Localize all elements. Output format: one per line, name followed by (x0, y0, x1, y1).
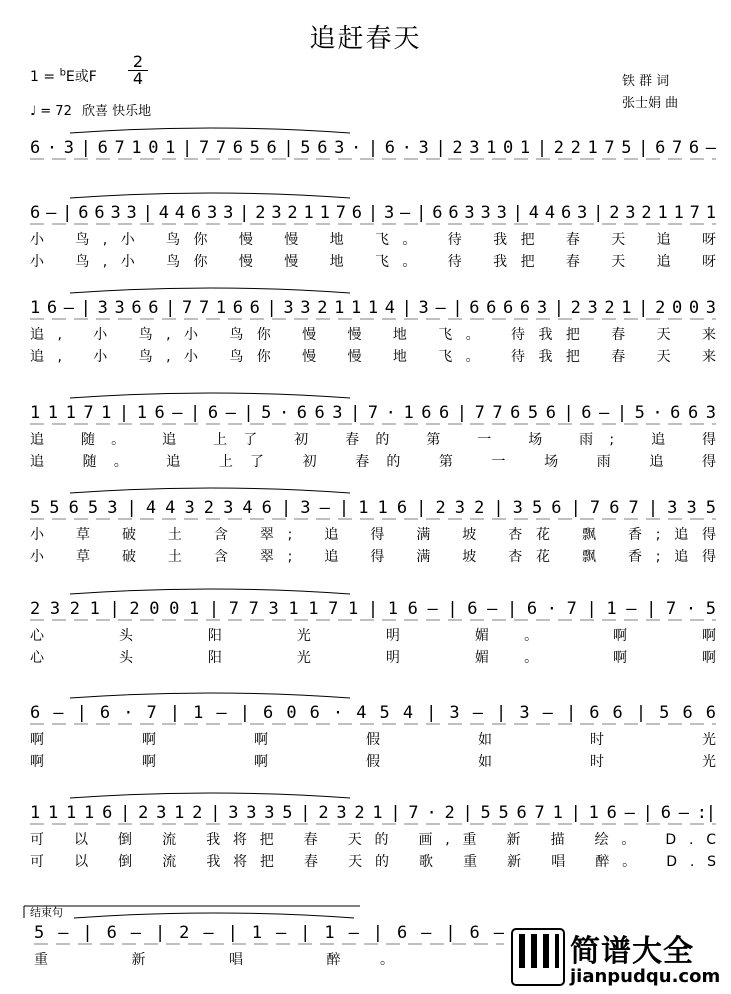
lyrics-verse-1-row-3: 追, 小 鸟,小 鸟你 慢 慢 地 飞。 待我把 春 天 来 (30, 327, 716, 343)
notation-row-4: 1 1 1 7 1 | 1 6 – | 6 – | 5 · 6 6 3 | 7 · 1 6 6 | 7 7 6 5 6 | 6 – | 5 · 6 6 3 (30, 403, 717, 423)
slur-mark (70, 128, 350, 133)
time-top: 2 (128, 54, 148, 71)
logo-text: 简谱大全 (570, 934, 694, 969)
tempo-style: 欣喜 快乐地 (82, 104, 152, 119)
ending-label: 结束句 (30, 906, 63, 919)
lyrics-verse-2-row-2: 小 鸟,小 鸟你 慢 慢 地 飞。 待 我把 春 天 追 呀 (30, 254, 716, 270)
notation-row-3: 1 6 – | 3 3 6 6 | 7 7 1 6 6 | 3 3 2 1 1 1 4 | 3 – | 6 6 6 6 3 | 2 3 2 1 | 2 0 0 3 (30, 298, 716, 318)
composer-credit: 张士娟 曲 (622, 96, 679, 111)
key-do: 1 (30, 69, 39, 85)
lyrics-verse-1-row-5: 小 草 破 土 含 翠; 追 得 满 坡 杏花 飘 香;追得 (30, 527, 716, 543)
slur-mark (70, 793, 350, 798)
logo-url: jianpudqu.com (570, 966, 721, 987)
lyrics-verse-1-row-7: 啊 啊 啊 假 如 时 光 (30, 732, 716, 748)
slur-mark (70, 193, 350, 198)
slur-mark (70, 288, 350, 293)
lyrics-verse-2-row-8: 可 以 倒 流 我将把 春 天的 歌 重 新 唱 醉。 D.S (30, 854, 716, 870)
lyrics-verse-1-row-9: 重 新 唱 醉。 (34, 952, 394, 968)
lyrics-verse-1-row-8: 可 以 倒 流 我将把 春 天的 画,重 新 描 绘。 D.C (30, 832, 716, 848)
lyrics-verse-2-row-7: 啊 啊 啊 假 如 时 光 (30, 754, 716, 770)
notation-row-2: 6 – | 6 6 3 3 | 4 4 6 3 3 | 2 3 2 1 1 7 6 | 3 – | 6 6 3 3 3 | 4 4 6 3 | 2 3 2 1 1 7 1 (30, 203, 716, 223)
tempo-bpm: = 72 (40, 104, 72, 119)
key-flat: b (59, 67, 66, 79)
key-signature (30, 66, 97, 86)
notation-row-9: 5 – | 6 – | 2 – | 1 – | 1 – | 6 – | 6 – (34, 923, 504, 943)
quarter-note-icon: ♩ (30, 104, 37, 119)
slur-mark (70, 589, 350, 594)
lyrics-verse-1-row-2: 小 鸟,小 鸟你 慢 慢 地 飞。 待 我把 春 天 追 呀 (30, 232, 716, 248)
tempo-marking (30, 100, 151, 119)
notation-row-1: 6 · 3 | 6 7 1 0 1 | 7 7 6 5 6 | 5 6 3 · | 6 · 3 | 2 3 1 0 1 | 2 2 1 7 5 | 6 7 6 – (30, 138, 716, 158)
slur-mark (70, 393, 350, 398)
notation-row-6: 2 3 2 1 | 2 0 0 1 | 7 7 3 1 1 7 1 | 1 6 – | 6 – | 6 · 7 | 1 – | 7 · 5 (30, 599, 716, 619)
song-title: 追赶春天 (309, 24, 422, 54)
piano-icon (511, 928, 565, 986)
notation-row-7: 6 – | 6 · 7 | 1 – | 6 0 6 · 4 5 4 | 3 – | 3 – | 6 6 | 5 6 6 (30, 703, 717, 723)
notation-row-5: 5 5 6 5 3 | 4 4 3 2 3 4 6 | 3 – | 1 1 6 | 2 3 2 | 3 5 6 | 7 6 7 | 3 3 5 (30, 498, 716, 518)
key-value: E或F (65, 69, 97, 85)
lyrics-verse-2-row-4: 追 随。 追 上了 初 春的 第 一 场 雨 追 得 (30, 454, 716, 470)
slur-mark (70, 693, 350, 698)
lyrics-verse-1-row-4: 追 随。 追 上了 初 春的 第 一 场 雨; 追 得 (30, 432, 716, 448)
notation-row-8: 1 1 1 1 6 | 2 3 1 2 | 3 3 3 5 | 2 3 2 1 | 7 · 2 | 5 5 6 7 1 | 1 6 – | 6 – :| (30, 803, 716, 823)
site-logo (505, 926, 731, 992)
slur-mark (70, 488, 350, 493)
time-bottom: 4 (132, 69, 144, 88)
lyrics-verse-2-row-3: 追, 小 鸟,小 鸟你 慢 慢 地 飞。 待我把 春 天 来 (30, 349, 716, 365)
score-layer (30, 128, 717, 968)
ending-bracket (24, 906, 360, 918)
lyrics-verse-1-row-6: 心 头 阳 光 明 媚。 啊 啊 (30, 628, 717, 644)
lyricist-credit: 铁 群 词 (622, 74, 670, 89)
lyrics-verse-2-row-6: 心 头 阳 光 明 媚。 啊 啊 (30, 650, 717, 666)
lyrics-verse-2-row-5: 小 草 破 土 含 翠; 追 得 满 坡 杏花 飘 香;追得 (30, 549, 716, 565)
key-equals: = (43, 69, 56, 85)
time-signature (128, 54, 148, 87)
slur-mark (74, 913, 354, 918)
